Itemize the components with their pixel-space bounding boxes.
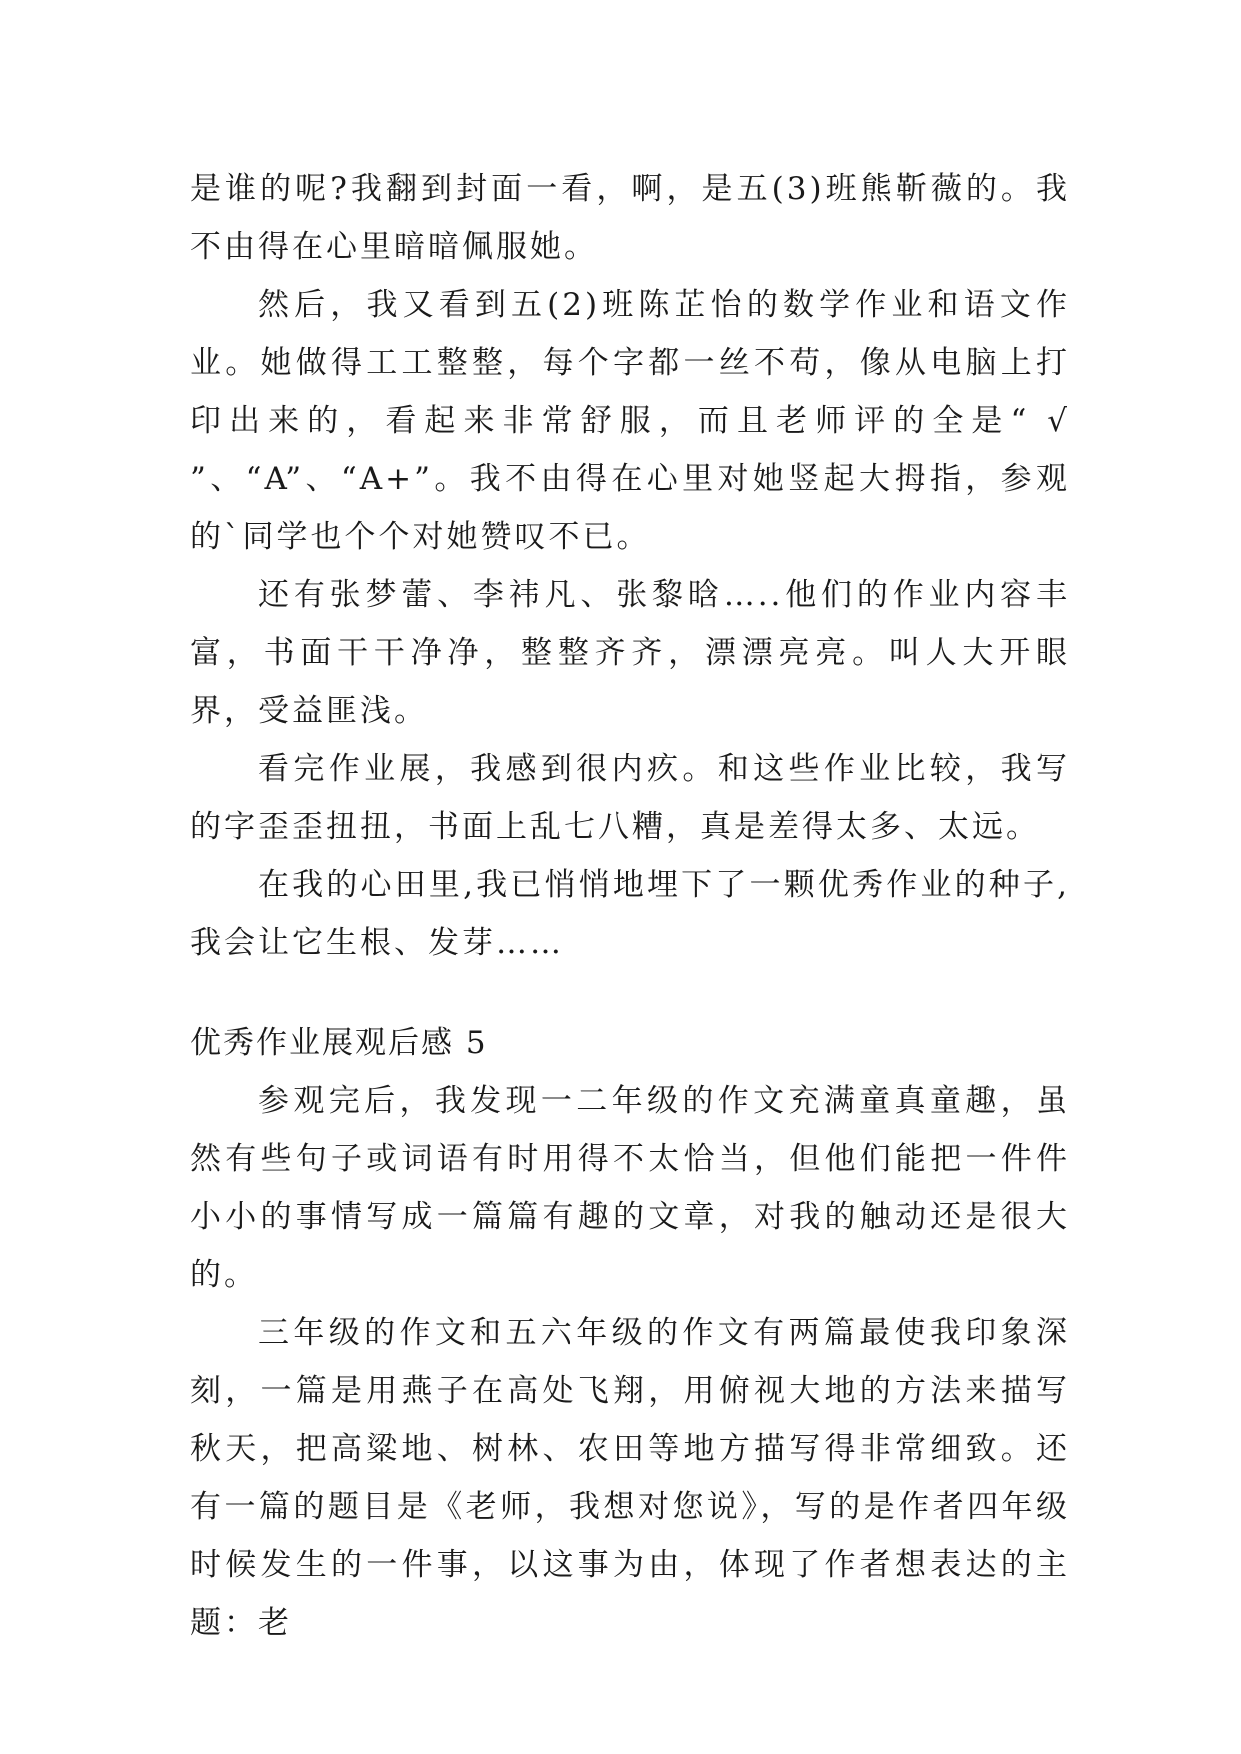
section-title: 优秀作业展观后感 5 bbox=[190, 1025, 488, 1061]
paragraph-chen-zhiyi: 然后，我又看到五(2)班陈芷怡的数学作业和语文作业。她做得工工整整，每个字都一丝不苟，像从电脑上打印出来的，看起来非常舒服，而且老师评的全是“ √ ”、“A”、“A+”。我不由得在心里对她竖起大拇指，参观的`同学也个个对她赞叹不已。 bbox=[190, 287, 1070, 555]
paragraph-continuation: 是谁的呢?我翻到封面一看，啊，是五(3)班熊靳薇的。我不由得在心里暗暗佩服她。 bbox=[190, 171, 1070, 265]
paragraph-after-visit: 参观完后，我发现一二年级的作文充满童真童趣，虽然有些句子或词语有时用得不太恰当，但他们能把一件件小小的事情写成一篇篇有趣的文章，对我的触动还是很大的。 bbox=[190, 1083, 1070, 1293]
paragraph-other-students: 还有张梦蕾、李祎凡、张黎晗…..他们的作业内容丰富，书面干干净净，整整齐齐，漂漂亮亮。叫人大开眼界，受益匪浅。 bbox=[190, 577, 1070, 729]
document-body bbox=[190, 160, 1070, 1652]
paragraph-reflection: 看完作业展，我感到很内疚。和这些作业比较，我写的字歪歪扭扭，书面上乱七八糟，真是差得太多、太远。 bbox=[190, 751, 1070, 845]
paragraph-impressive-essays: 三年级的作文和五六年级的作文有两篇最使我印象深刻，一篇是用燕子在高处飞翔，用俯视大地的方法来描写秋天，把高粱地、树林、农田等地方描写得非常细致。还有一篇的题目是《老师，我想对您说》，写的是作者四年级时候发生的一件事，以这事为由，体现了作者想表达的主题：老 bbox=[190, 1315, 1070, 1641]
paragraph-seed: 在我的心田里,我已悄悄地埋下了一颗优秀作业的种子,我会让它生根、发芽…… bbox=[190, 867, 1070, 961]
